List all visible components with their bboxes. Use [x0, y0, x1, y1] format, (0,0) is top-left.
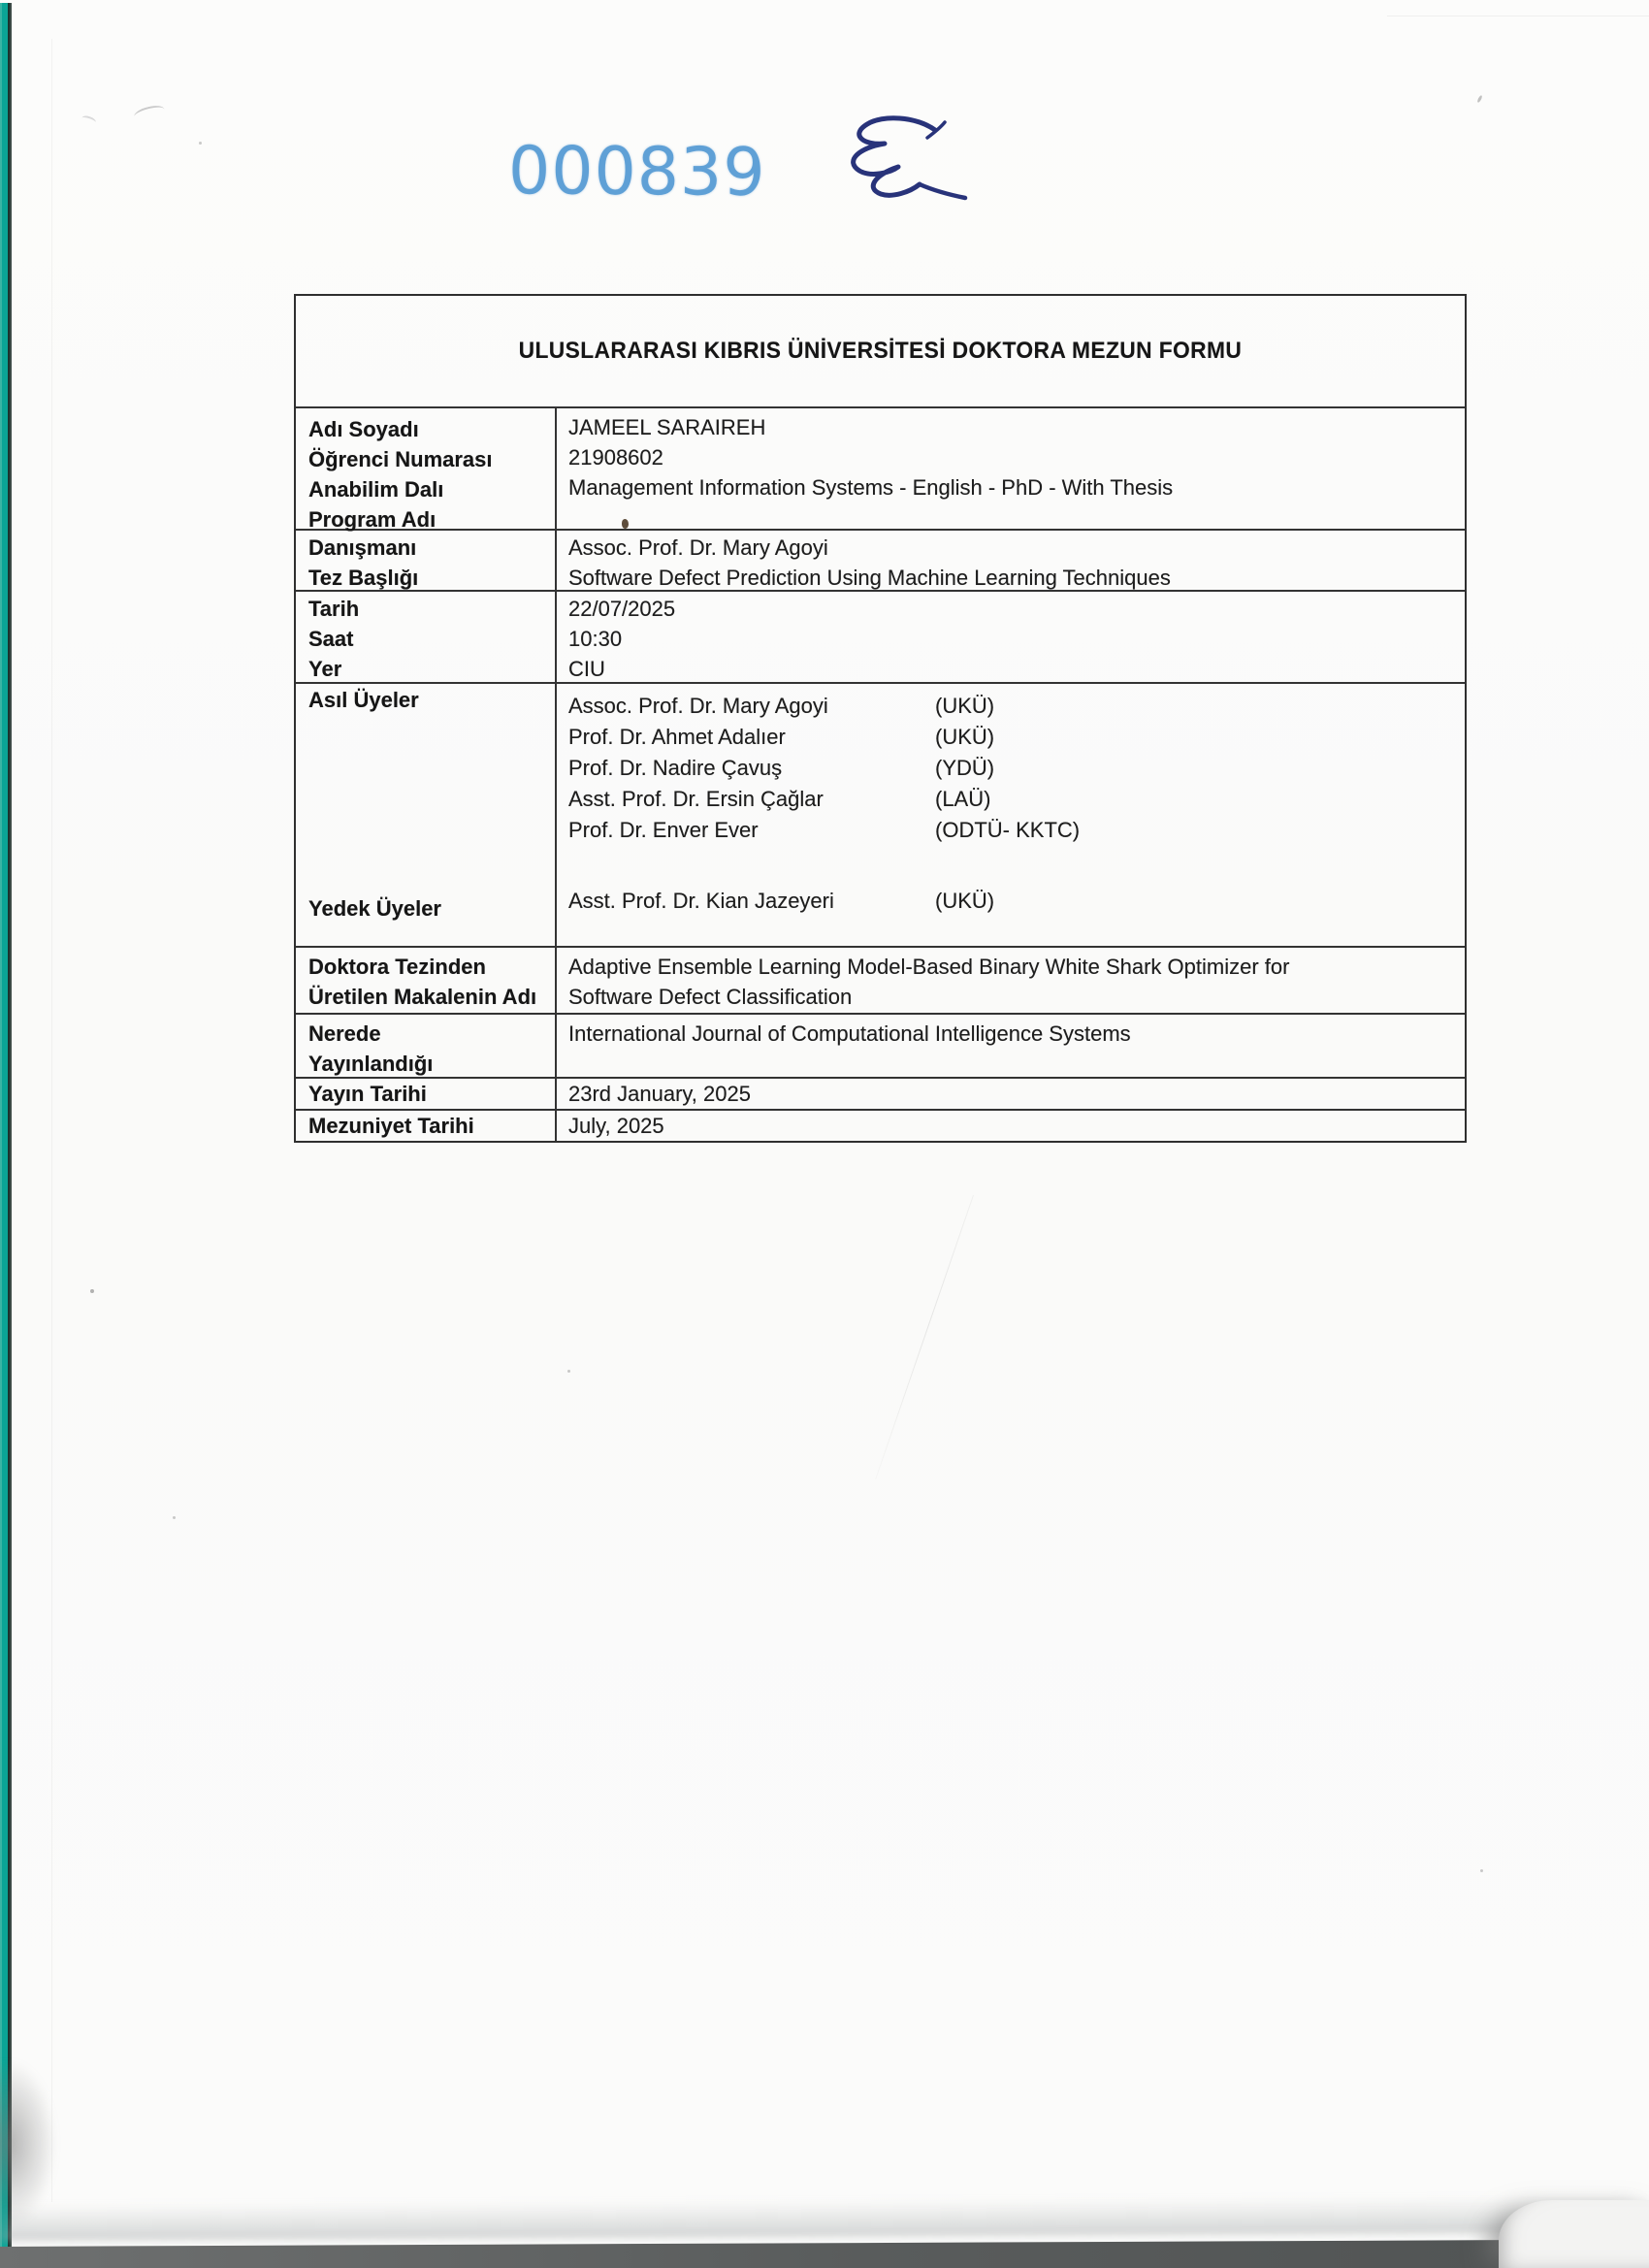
- journal-value-cell: [557, 1015, 1465, 1077]
- field-label-name: Adı Soyadı: [308, 417, 419, 441]
- committee-member: [568, 815, 1455, 846]
- student-info-values: [557, 408, 1465, 529]
- substitute-committee-member: [568, 886, 1455, 917]
- field-label-program: Program Adı: [308, 507, 436, 532]
- paper-edge-shadow: [51, 39, 52, 2202]
- defense-date-value: 22/07/2025: [568, 597, 676, 621]
- student-info-row: [296, 406, 1465, 532]
- graduation-date-value: July, 2025: [568, 1114, 664, 1138]
- graduation-form-table: [294, 294, 1467, 1143]
- member-affiliation: (LAÜ): [935, 787, 991, 811]
- form-title: ULUSLARARASI KIBRIS ÜNİVERSİTESİ DOKTORA MEZUN FORMU: [518, 338, 1243, 364]
- article-title-value: Adaptive Ensemble Learning Model-Based Binary White Shark Optimizer for Software Defect Classification: [568, 955, 1290, 1009]
- defense-values: [557, 592, 1465, 682]
- defense-place-value: CIU: [568, 657, 605, 681]
- field-label-article-line1: Doktora Tezinden: [308, 955, 486, 979]
- field-label-advisor: Danışmanı: [308, 535, 417, 560]
- dust-speck: [1480, 1869, 1483, 1872]
- student-number-value: 21908602: [568, 445, 663, 470]
- field-label-place: Yer: [308, 657, 342, 681]
- committee-row: [296, 682, 1465, 946]
- committee-member: [568, 722, 1455, 753]
- field-label-department: Anabilim Dalı: [308, 477, 444, 502]
- journal-labels: [296, 1015, 557, 1077]
- advisor-value: Assoc. Prof. Dr. Mary Agoyi: [568, 535, 828, 560]
- paper-corner-curl: [1499, 2200, 1649, 2268]
- student-info-labels: [296, 408, 557, 532]
- field-label-student-number: Öğrenci Numarası: [308, 447, 493, 471]
- advisor-labels: [296, 531, 557, 590]
- member-name: Prof. Dr. Enver Ever: [568, 818, 759, 842]
- publication-date-value: 23rd January, 2025: [568, 1082, 751, 1106]
- scanner-edge-strip: [0, 3, 12, 2268]
- member-name: Prof. Dr. Ahmet Adalıer: [568, 725, 786, 749]
- dust-speck: [173, 1516, 176, 1519]
- defense-schedule-row: [296, 590, 1465, 682]
- field-label-principal-members: Asıl Üyeler: [308, 688, 419, 712]
- committee-members: [557, 684, 1465, 946]
- serial-number-stamp: 000839: [507, 133, 766, 211]
- committee-member: [568, 753, 1455, 784]
- committee-member: [568, 784, 1455, 815]
- signature-mark: [782, 113, 971, 213]
- defense-labels: [296, 592, 557, 682]
- defense-time-value: 10:30: [568, 627, 623, 651]
- committee-member: [568, 691, 1455, 722]
- dust-speck: [90, 1289, 94, 1293]
- article-row: [296, 946, 1465, 1013]
- field-label-article-line2: Üretilen Makalenin Adı: [308, 985, 537, 1009]
- publication-date-row: [296, 1077, 1465, 1109]
- field-label-publication-date: Yayın Tarihi: [308, 1082, 427, 1106]
- field-label-date: Tarih: [308, 597, 360, 621]
- field-label-graduation-date: Mezuniyet Tarihi: [308, 1114, 474, 1138]
- graduation-date-label-cell: [296, 1111, 557, 1141]
- publication-date-label-cell: [296, 1079, 557, 1109]
- field-label-journal-line1: Nerede: [308, 1021, 381, 1046]
- member-affiliation: (ODTÜ- KKTC): [935, 818, 1081, 842]
- committee-labels: [296, 684, 557, 946]
- member-affiliation: (UKÜ): [935, 889, 995, 913]
- advisor-values: [557, 531, 1465, 590]
- field-label-thesis-title: Tez Başlığı: [308, 566, 419, 590]
- journal-row: [296, 1013, 1465, 1077]
- paper-crease: [875, 1195, 974, 1479]
- pencil-mark: [133, 103, 166, 122]
- member-name: Asst. Prof. Dr. Ersin Çağlar: [568, 787, 824, 811]
- advisor-row: [296, 529, 1465, 590]
- journal-name-value: International Journal of Computational Intelligence Systems: [568, 1021, 1131, 1046]
- pencil-mark: [81, 114, 97, 126]
- graduation-date-value-cell: [557, 1111, 1465, 1141]
- field-label-journal-line2: Yayınlandığı: [308, 1052, 434, 1076]
- article-value-cell: [557, 948, 1465, 1013]
- bottom-shadow-gradient: [0, 2196, 1649, 2242]
- member-affiliation: (UKÜ): [935, 694, 995, 718]
- form-header-row: [296, 296, 1465, 406]
- field-label-time: Saat: [308, 627, 354, 651]
- dust-speck: [1476, 95, 1482, 103]
- member-name: Asst. Prof. Dr. Kian Jazeyeri: [568, 889, 834, 913]
- member-affiliation: (UKÜ): [935, 725, 995, 749]
- publication-date-value-cell: [557, 1079, 1465, 1109]
- article-labels: [296, 948, 557, 1013]
- member-affiliation: (YDÜ): [935, 756, 995, 780]
- member-name: Assoc. Prof. Dr. Mary Agoyi: [568, 694, 828, 718]
- program-value: Management Information Systems - English - PhD - With Thesis: [568, 475, 1174, 500]
- dust-speck: [199, 142, 202, 145]
- thesis-title-value: Software Defect Prediction Using Machine Learning Techniques: [568, 566, 1171, 590]
- field-label-substitute-members: Yedek Üyeler: [308, 896, 441, 921]
- student-name-value: JAMEEL SARAIREH: [568, 415, 766, 439]
- member-name: Prof. Dr. Nadire Çavuş: [568, 756, 783, 780]
- scan-shadow-blob: [0, 2061, 55, 2226]
- scanner-bed-band: [0, 2240, 1579, 2268]
- dust-speck: [567, 1370, 570, 1373]
- graduation-date-row: [296, 1109, 1465, 1141]
